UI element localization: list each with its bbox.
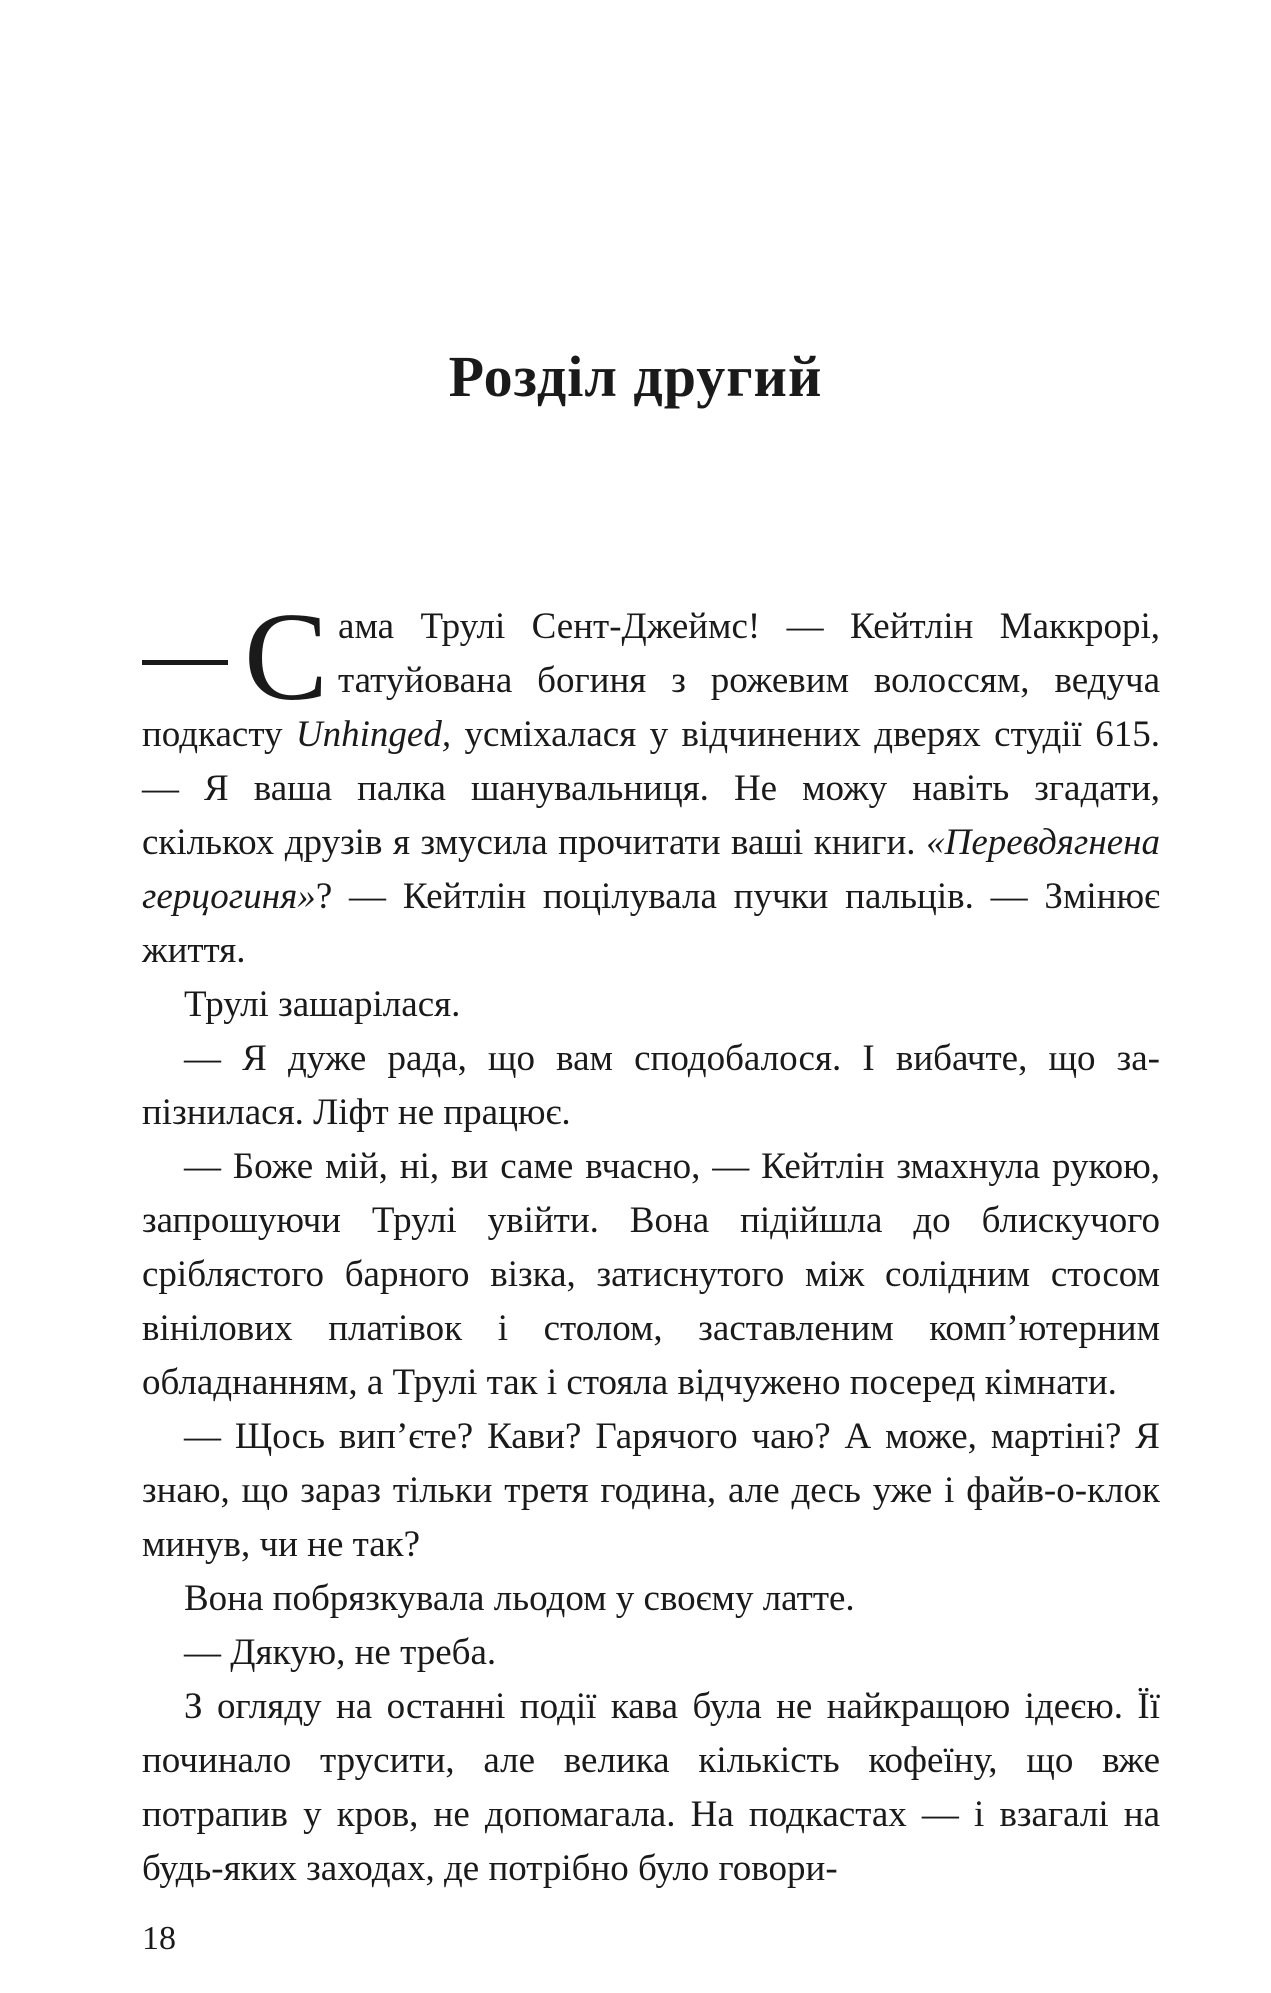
- book-title: «Перевдягнена герцогиня»: [142, 822, 1160, 917]
- opening-paragraph: [142, 588, 1160, 978]
- paragraph: З огляду на останні події кава була не найкращою ідеєю. Її починало трусити, але велика кількість кофеїну, що вже потрапив у кров, не допомагала. На подкастах — і взагалі на будь-яких заходах, де потрібно було говори-: [142, 1686, 1160, 1889]
- paragraph: — Боже мій, ні, ви саме вчасно, — Кейтлін змахнула рукою, запрошуючи Трулі увійти. Вона підійшла до блискучого сріблястого барного візка, затиснутого між солідним стосом вінілових платівок і столом, заставленим комп’ютерним обладнанням, а Трулі так і стояла відчужено посеред кімнати.: [142, 1146, 1160, 1403]
- page-number: 18: [142, 1920, 176, 1957]
- chapter-title: Розділ другий: [448, 344, 823, 409]
- body-text: [142, 588, 1160, 1896]
- opening-dash: [142, 634, 232, 688]
- podcast-name: Unhinged,: [295, 714, 452, 755]
- opening-text-1: ама Трулі Сент-Джеймс! — Кейтлін Маккрорі, татуйована богиня з рожевим волоссям, ведуча подкасту: [142, 606, 1160, 755]
- paragraph: — Я дуже рада, що вам сподобалося. І вибачте, що запізнилася. Ліфт не працює.: [142, 1038, 1160, 1133]
- paragraph: Вона побрязкувала льодом у своєму латте.: [184, 1578, 855, 1619]
- opening-text-2: усміхалася у відчинених дверях студії 615. — Я ваша палка шанувальниця. Не можу навіть згадати, скількох друзів я змусила прочитати ваші книги.: [142, 714, 1160, 863]
- paragraph: Трулі зашарілася.: [184, 984, 461, 1025]
- paragraph: — Дякую, не треба.: [184, 1632, 497, 1673]
- paragraph: — Щось вип’єте? Кави? Гарячого чаю? А може, мартіні? Я знаю, що зараз тільки третя година, але десь уже і файв-о-клок минув, чи не так?: [142, 1416, 1160, 1565]
- opening-text-3: ? — Кейтлін поцілувала пучки пальців. — Змінює життя.: [142, 876, 1160, 971]
- drop-cap: С: [244, 588, 329, 727]
